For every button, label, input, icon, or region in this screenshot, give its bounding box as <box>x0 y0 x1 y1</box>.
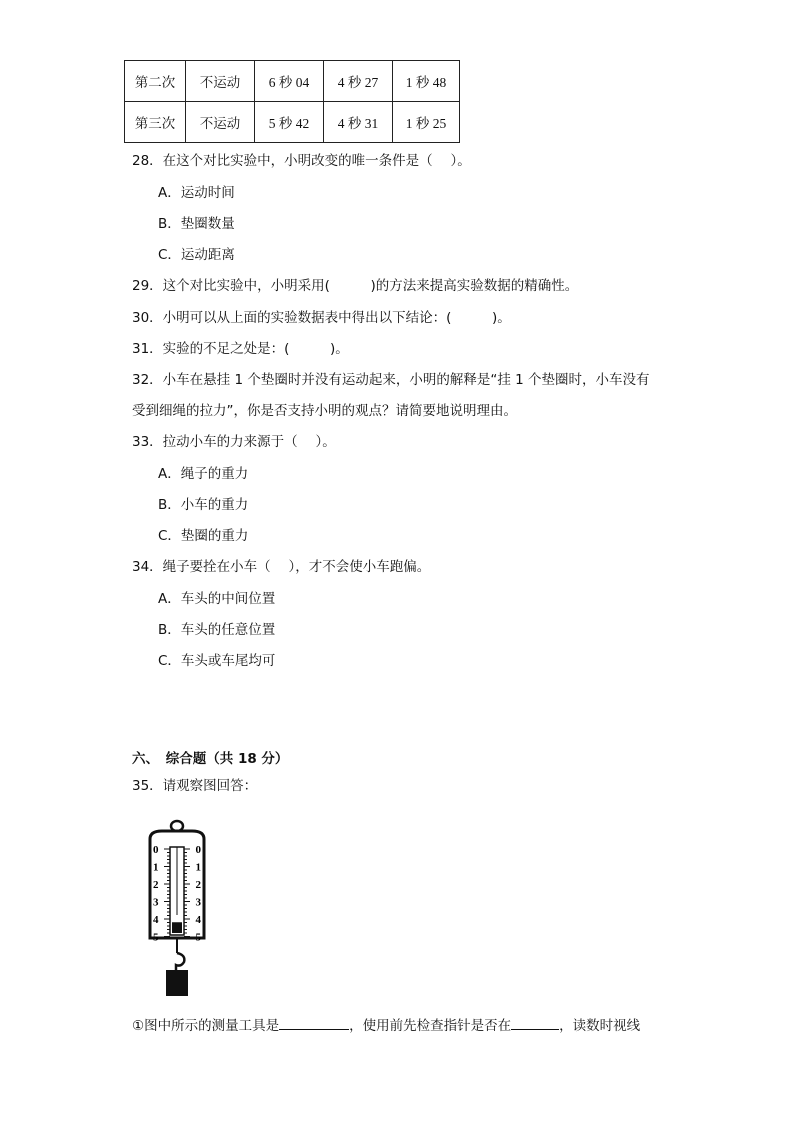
scale-tick-label: 5 <box>153 931 159 944</box>
answer-blank[interactable] <box>279 1015 349 1030</box>
question-33-option-a: A．绳子的重力 <box>158 466 249 482</box>
question-33-option-c: C．垫圈的重力 <box>158 528 249 544</box>
scale-ticks-left <box>164 849 170 937</box>
scale-indicator <box>172 922 182 933</box>
scale-tick-label: 3 <box>153 896 159 909</box>
question-33: 33．拉动小车的力来源于（ ）。 <box>132 434 336 450</box>
scale-ticks-right <box>184 849 190 937</box>
sub-1-part-a: ①图中所示的测量工具是 <box>132 1018 280 1034</box>
scale-tick-label: 5 <box>195 931 201 944</box>
table-cell: 4 秒 27 <box>324 61 393 102</box>
experiment-data-table <box>124 60 460 143</box>
question-28-option-c: C．运动距离 <box>158 247 235 263</box>
table-cell: 1 秒 25 <box>393 102 460 143</box>
sub-1-part-b: ，使用前先检查指针是否在 <box>349 1018 512 1034</box>
table-cell: 4 秒 31 <box>324 102 393 143</box>
table-cell: 不运动 <box>186 102 255 143</box>
table-cell: 5 秒 42 <box>255 102 324 143</box>
scale-hook <box>176 953 184 970</box>
answer-blank[interactable] <box>511 1015 559 1030</box>
question-34-option-c: C．车头或车尾均可 <box>158 653 276 669</box>
section-six-heading: 六、 综合题（共 18 分） <box>132 751 289 767</box>
scale-tick-label: 2 <box>195 879 201 891</box>
question-34: 34．绳子要拴在小车（ ），才不会使小车跑偏。 <box>132 559 431 575</box>
scale-tick-label: 1 <box>153 861 159 874</box>
question-35-sub-1 <box>132 1015 640 1035</box>
scale-tick-label: 2 <box>153 879 159 891</box>
question-31: 31．实验的不足之处是：( )。 <box>132 341 349 357</box>
scale-tick-label: 4 <box>153 914 159 926</box>
question-32-line-2: 受到细绳的拉力”，你是否支持小明的观点？请简要地说明理由。 <box>132 403 517 419</box>
question-29: 29．这个对比实验中，小明采用( )的方法来提高实验数据的精确性。 <box>132 278 579 294</box>
sub-1-part-c: ，读数时视线 <box>559 1018 641 1034</box>
scale-tick-label: 1 <box>195 861 201 874</box>
question-33-option-b: B．小车的重力 <box>158 497 249 513</box>
scale-tick-label: 0 <box>195 844 201 856</box>
spring-scale-illustration <box>140 815 220 1005</box>
question-34-option-a: A．车头的中间位置 <box>158 591 276 607</box>
table-cell: 第三次 <box>125 102 186 143</box>
question-32-line-1: 32．小车在悬挂 1 个垫圈时并没有运动起来，小明的解释是“挂 1 个垫圈时，小车没有 <box>132 372 650 388</box>
table-row <box>125 102 460 143</box>
question-34-option-b: B．车头的任意位置 <box>158 622 276 638</box>
question-28: 28．在这个对比实验中，小明改变的唯一条件是（ ）。 <box>132 153 471 169</box>
table-cell: 6 秒 04 <box>255 61 324 102</box>
table-cell: 1 秒 48 <box>393 61 460 102</box>
scale-tick-label: 4 <box>195 914 201 926</box>
question-28-option-b: B．垫圈数量 <box>158 216 235 232</box>
scale-tick-label: 0 <box>153 844 159 856</box>
table-cell: 第二次 <box>125 61 186 102</box>
question-30: 30．小明可以从上面的实验数据表中得出以下结论：( )。 <box>132 310 511 326</box>
scale-tick-label: 3 <box>195 896 201 909</box>
weight-block <box>166 970 188 996</box>
question-35: 35．请观察图回答： <box>132 778 258 794</box>
question-28-option-a: A．运动时间 <box>158 185 235 201</box>
table-cell: 不运动 <box>186 61 255 102</box>
table-row <box>125 61 460 102</box>
